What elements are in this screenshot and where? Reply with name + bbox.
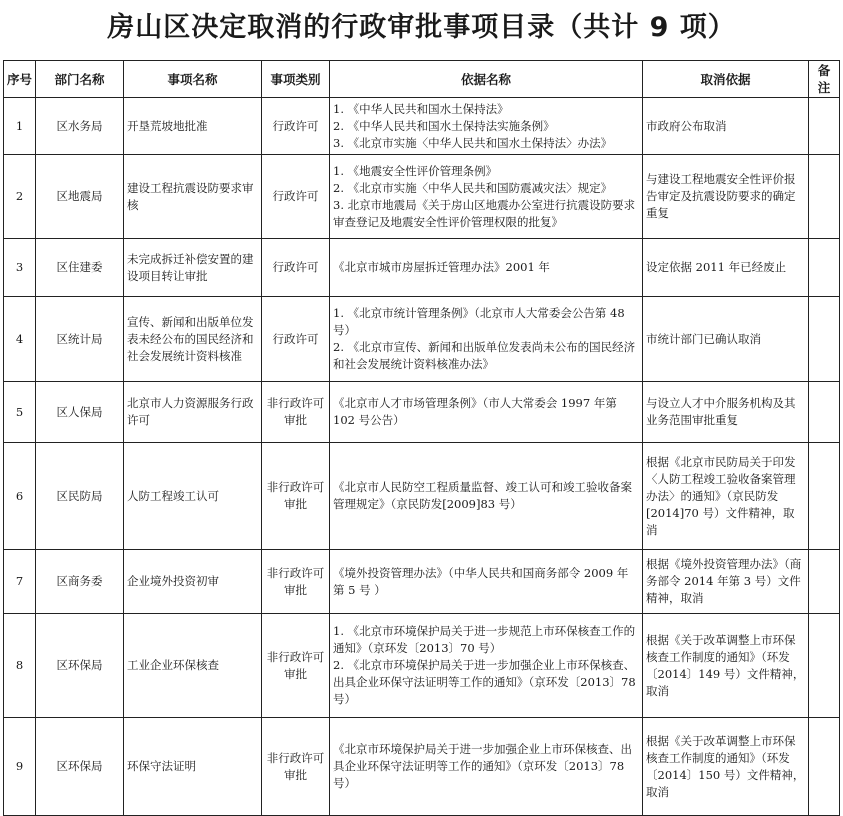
row-item: 开垦荒坡地批准 [124,98,262,155]
row-type: 行政许可 [262,239,330,297]
row-dept: 区环保局 [36,718,124,816]
basis-line: 1. 《中华人民共和国水土保持法》 [333,101,509,116]
table-header-row [4,61,840,98]
row-note [809,382,840,443]
header-basis: 依据名称 [330,61,643,98]
table-row [4,155,840,239]
row-seq: 1 [4,98,36,155]
row-note [809,155,840,239]
row-cancel: 与设立人才中介服务机构及其业务范围审批重复 [643,382,809,443]
row-basis [330,239,643,297]
row-item: 企业境外投资初审 [124,550,262,614]
basis-line: 1. 《地震安全性评价管理条例》 [333,163,498,178]
table-row [4,550,840,614]
row-dept: 区民防局 [36,443,124,550]
row-seq: 6 [4,443,36,550]
row-type: 非行政许可审批 [262,550,330,614]
row-type: 非行政许可审批 [262,718,330,816]
basis-line: 3. 《北京市实施〈中华人民共和国水土保持法〉办法》 [333,135,613,150]
row-basis [330,297,643,382]
basis-line: 《境外投资管理办法》（中华人民共和国商务部令 2009 年第 5 号 ） [333,565,629,597]
row-dept: 区水务局 [36,98,124,155]
row-item: 人防工程竣工认可 [124,443,262,550]
row-cancel: 根据《关于改革调整上市环保核查工作制度的通知》（环发〔2014〕150 号）文件精神，取消 [643,718,809,816]
row-dept: 区住建委 [36,239,124,297]
basis-line: 《北京市环境保护局关于进一步加强企业上市环保核查、出具企业环保守法证明等工作的通知》（京环发〔2013〕78 号） [333,742,632,790]
header-item: 事项名称 [124,61,262,98]
row-type: 行政许可 [262,297,330,382]
table-body [4,98,840,816]
row-dept: 区地震局 [36,155,124,239]
row-cancel: 市政府公布取消 [643,98,809,155]
basis-line: 1. 《北京市环境保护局关于进一步规范上市环保核查工作的通知》（京环发〔2013〕70 号） [333,624,636,655]
row-basis [330,382,643,443]
row-note [809,297,840,382]
row-basis [330,98,643,155]
row-basis [330,443,643,550]
row-type: 非行政许可审批 [262,443,330,550]
basis-line: 2. 《北京市宣传、新闻和出版单位发表尚未公布的国民经济和社会发展统计资料核准办法》 [333,340,636,371]
header-dept: 部门名称 [36,61,124,98]
row-basis [330,155,643,239]
row-item: 环保守法证明 [124,718,262,816]
row-item: 北京市人力资源服务行政许可 [124,382,262,443]
table-row [4,297,840,382]
row-note [809,550,840,614]
row-note [809,239,840,297]
row-item: 建设工程抗震设防要求审核 [124,155,262,239]
basis-line: 2. 《北京市实施〈中华人民共和国防震减灾法〉规定》 [333,180,613,195]
row-type: 非行政许可审批 [262,382,330,443]
row-dept: 区人保局 [36,382,124,443]
row-note [809,98,840,155]
header-type: 事项类别 [262,61,330,98]
row-cancel: 根据《北京市民防局关于印发〈人防工程竣工验收备案管理办法〉的通知》（京民防发[2014]70 号）文件精神，取消 [643,443,809,550]
basis-line: 2. 《中华人民共和国水土保持法实施条例》 [333,118,555,133]
row-cancel: 设定依据 2011 年已经废止 [643,239,809,297]
basis-line: 3. 北京市地震局《关于房山区地震办公室进行抗震设防要求审查登记及地震安全性评价管理权限的批复》 [333,197,636,229]
row-seq: 7 [4,550,36,614]
row-cancel: 根据《关于改革调整上市环保核查工作制度的通知》（环发〔2014〕149 号）文件精神，取消 [643,614,809,718]
row-seq: 3 [4,239,36,297]
table-row [4,382,840,443]
row-dept: 区统计局 [36,297,124,382]
row-item: 工业企业环保核查 [124,614,262,718]
row-basis [330,550,643,614]
table-row [4,239,840,297]
basis-line: 《北京市人民防空工程质量监督、竣工认可和竣工验收备案管理规定》（京民防发[2009]83 号） [333,480,632,511]
header-seq: 序号 [4,61,36,98]
row-cancel: 市统计部门已确认取消 [643,297,809,382]
basis-line: 1. 《北京市统计管理条例》（北京市人大常委会公告第 48 号） [333,306,625,337]
document-title: 房山区决定取消的行政审批事项目录（共计 9 项） [107,12,736,43]
row-seq: 5 [4,382,36,443]
row-dept: 区环保局 [36,614,124,718]
row-note [809,718,840,816]
row-type: 非行政许可审批 [262,614,330,718]
row-basis [330,614,643,718]
approval-items-table [3,60,840,816]
row-seq: 2 [4,155,36,239]
row-seq: 9 [4,718,36,816]
row-seq: 8 [4,614,36,718]
row-type: 行政许可 [262,98,330,155]
row-item: 宣传、新闻和出版单位发表未经公布的国民经济和社会发展统计资料核准 [124,297,262,382]
header-note: 备注 [809,61,840,98]
table-row [4,718,840,816]
row-dept: 区商务委 [36,550,124,614]
row-item: 未完成拆迁补偿安置的建设项目转让审批 [124,239,262,297]
basis-line: 2. 《北京市环境保护局关于进一步加强企业上市环保核查、出具企业环保守法证明等工作的通知》（京环发〔2013〕78 号） [333,658,636,706]
row-note [809,614,840,718]
basis-line: 《北京市城市房屋拆迁管理办法》2001 年 [333,260,550,274]
row-note [809,443,840,550]
table-row [4,614,840,718]
row-seq: 4 [4,297,36,382]
table-row [4,443,840,550]
row-type: 行政许可 [262,155,330,239]
basis-line: 《北京市人才市场管理条例》（市人大常委会 1997 年第 102 号公告） [333,396,617,427]
row-basis [330,718,643,816]
table-row [4,98,840,155]
header-cancel: 取消依据 [643,61,809,98]
row-cancel: 与建设工程地震安全性评价报告审定及抗震设防要求的确定重复 [643,155,809,239]
row-cancel: 根据《境外投资管理办法》（商务部令 2014 年第 3 号）文件精神，取消 [643,550,809,614]
